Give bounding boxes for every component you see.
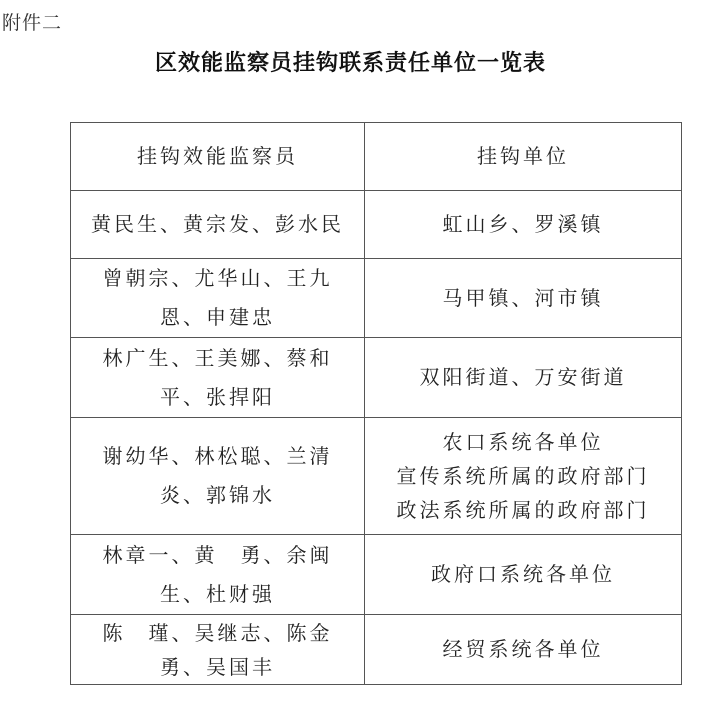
units-cell (365, 191, 682, 259)
document-title: 区效能监察员挂钩联系责任单位一览表 (154, 50, 546, 76)
units-line: 虹山乡、罗溪镇 (442, 212, 604, 236)
inspectors-line: 恩、申建忠 (160, 305, 275, 329)
inspectors-line: 陈 瑾、吴继志、陈金 (102, 620, 333, 645)
units-line: 经贸系统各单位 (442, 637, 604, 661)
table-header-row (71, 123, 682, 191)
units-line: 农口系统各单位 (442, 430, 604, 454)
inspectors-line: 勇、吴国丰 (160, 654, 275, 679)
inspectors-line: 平、张捍阳 (160, 384, 275, 409)
units-line: 宣传系统所属的政府部门 (396, 464, 650, 488)
table-row (71, 615, 682, 685)
inspectors-cell (71, 615, 365, 685)
header-inspectors: 挂钩效能监察员 (71, 123, 365, 191)
inspectors-line: 谢幼华、林松聪、兰清 (102, 444, 333, 468)
units-cell (365, 615, 682, 685)
table-row (71, 259, 682, 338)
units-cell (365, 418, 682, 535)
units-line: 政法系统所属的政府部门 (396, 498, 650, 522)
table-row (71, 418, 682, 535)
units-cell (365, 535, 682, 615)
inspectors-line: 曾朝宗、尤华山、王九 (102, 266, 333, 290)
inspector-unit-table (70, 122, 682, 685)
units-line: 马甲镇、河市镇 (442, 285, 604, 310)
table-row (71, 338, 682, 418)
inspectors-cell (71, 418, 365, 535)
header-units: 挂钩单位 (365, 123, 682, 191)
inspectors-line: 黄民生、黄宗发、彭水民 (91, 212, 344, 236)
table-row (71, 191, 682, 259)
inspectors-line: 林广生、王美娜、蔡和 (102, 345, 333, 370)
units-line: 双阳街道、万安街道 (419, 365, 627, 389)
inspectors-line: 生、杜财强 (160, 581, 275, 606)
inspectors-cell (71, 535, 365, 615)
table-row (71, 535, 682, 615)
inspectors-cell (71, 259, 365, 338)
units-line: 政府口系统各单位 (431, 562, 615, 586)
inspectors-line: 炎、郭锦水 (160, 483, 275, 507)
units-cell (365, 259, 682, 338)
units-cell (365, 338, 682, 418)
inspectors-cell (71, 191, 365, 259)
attachment-label: 附件二 (2, 12, 63, 34)
inspectors-line: 林章一、黄 勇、余闽 (102, 542, 333, 567)
inspectors-cell (71, 338, 365, 418)
